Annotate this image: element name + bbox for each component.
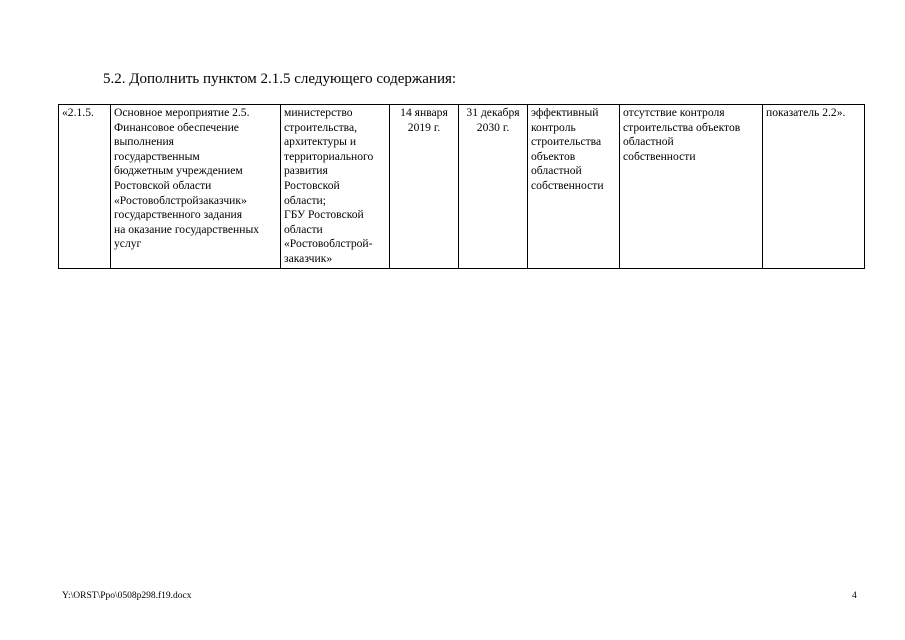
table-row	[59, 105, 865, 269]
cell-consequences: отсутствие контроля строительства объектов областной собственности	[620, 105, 763, 269]
cell-indicator: показатель 2.2».	[763, 105, 865, 269]
cell-end-date: 31 декабря 2030 г.	[459, 105, 528, 269]
section-heading: 5.2. Дополнить пунктом 2.1.5 следующего содержания:	[103, 71, 457, 87]
cell-measure-name: Основное мероприятие 2.5. Финансовое обеспечение выполнения государственным бюджетным учреждением Ростовской области «Ростовоблстройзаказчик» государственного задания на оказание государственных услуг	[111, 105, 281, 269]
footer-file-path: Y:\ORST\Ppo\0508p298.f19.docx	[62, 591, 192, 601]
cell-executor: министерство строительства, архитектуры и территориального развития Ростовской области; ГБУ Ростовской области «Ростовоблстрой- заказчик»	[281, 105, 390, 269]
page-number: 4	[852, 591, 857, 601]
cell-item-number: «2.1.5.	[59, 105, 111, 269]
program-measures-table	[58, 104, 865, 269]
cell-start-date: 14 января 2019 г.	[390, 105, 459, 269]
cell-expected-result: эффективный контроль строительства объектов областной собственности	[528, 105, 620, 269]
